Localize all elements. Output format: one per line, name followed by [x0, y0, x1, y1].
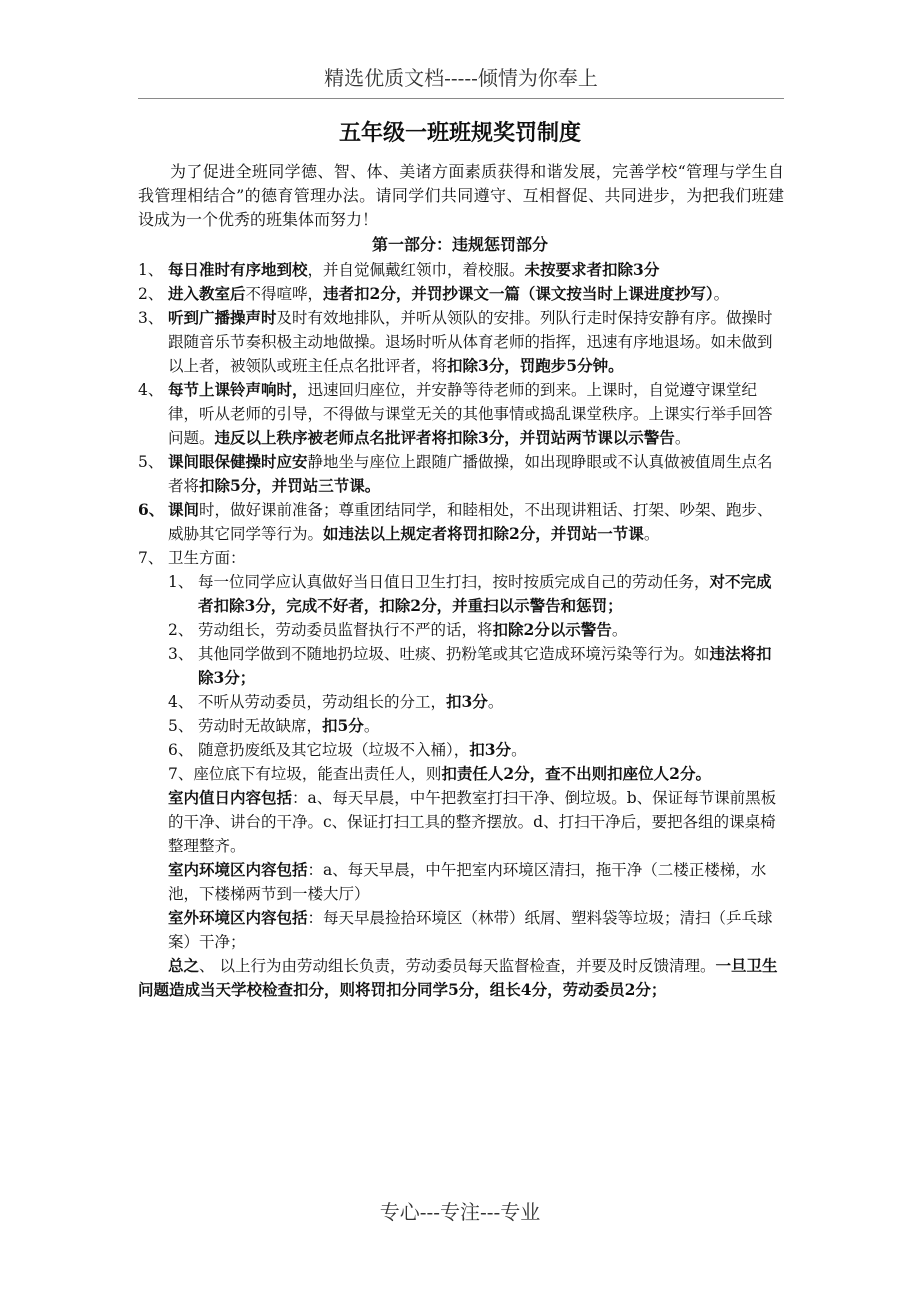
sub-rule-body: 劳动时无故缺席，	[198, 717, 323, 735]
outdoor-env-label: 室外环境区内容包括	[168, 908, 308, 927]
rule-5	[138, 450, 784, 498]
sub-rule-3	[138, 642, 784, 690]
rule-text	[168, 498, 784, 546]
sub-rule-penalty: 对不完成者扣除3分，完成不好者，扣除2分，并重扫以示警告和惩罚；	[198, 572, 772, 615]
sub-rule-text	[198, 690, 784, 714]
rule-text	[168, 378, 784, 450]
sub-rule-number: 5、	[168, 717, 194, 735]
rule-text: 卫生方面：	[168, 549, 246, 567]
rule-text	[168, 306, 784, 378]
sub-rule-text	[198, 714, 784, 738]
sub-rule-number: 3、	[168, 645, 194, 663]
sub-rule-number: 7、	[168, 765, 194, 783]
rule-body: 静地坐与座位上跟随广播做操，如出现睁眼或不认真做被值周生点名者将	[168, 453, 773, 495]
section-heading: 第一部分：违规惩罚部分	[371, 235, 548, 254]
summary-penalty: 一旦卫生问题造成当天学校检查扣分，则将罚扣分同学5分，组长4分，劳动委员2分；	[138, 956, 778, 999]
indoor-duty-text: ：a、每天早晨，中午把教室打扫干净、倒垃圾。b、保证每节课前黑板的干净、讲台的干净。c、保证打扫工具的整齐摆放。d、打扫干净后，要把各组的课桌椅整理整齐。	[168, 789, 777, 855]
rule-keyword: 听到广播操声时	[168, 308, 277, 327]
sub-rule-text	[198, 618, 784, 642]
rule-number: 4、	[138, 381, 164, 399]
sub-rule-body: 不听从劳动委员，劳动组长的分工，	[198, 693, 447, 711]
sub-rule-end: 。	[611, 621, 628, 639]
rule-penalty: 如违法以上规定者将罚扣除2分，并罚站一节课	[323, 524, 644, 543]
sub-rule-penalty: 扣5分	[322, 716, 364, 735]
rule-penalty: 违者扣2分，并罚抄课文一篇（课文按当时上课进度抄写）	[323, 284, 714, 303]
sub-rule-number: 1、	[168, 573, 194, 591]
rule-6	[138, 498, 784, 546]
outdoor-env-text: ：每天早晨捡拾环境区（林带）纸屑、塑料袋等垃圾；清扫（乒乓球案）干净；	[168, 909, 773, 951]
sub-rule-penalty: 扣责任人2分，查不出则扣座位人2分。	[441, 764, 711, 783]
indoor-env-text: ：a、每天早晨，中午把室内环境区清扫，拖干净（二楼正楼梯，水池，下楼梯两节到一楼大厅）	[168, 861, 767, 903]
summary-text: 、 以上行为由劳动组长负责，劳动委员每天监督检查，并要及时反馈清理。	[199, 957, 716, 975]
sub-rule-penalty: 扣3分	[469, 740, 512, 759]
sub-rule-end: 。	[363, 717, 380, 735]
rule-penalty: 扣除5分，并罚站三节课。	[199, 476, 381, 495]
sub-rule-body: 其他同学做到不随地扔垃圾、吐痰、扔粉笔或其它造成环境污染等行为。如	[198, 645, 710, 663]
sub-rule-text	[198, 642, 784, 690]
sub-rule-7	[138, 762, 784, 786]
rule-penalty: 违反以上秩序被老师点名批评者将扣除3分，并罚站两节课以示警告	[214, 428, 675, 447]
sub-rule-number: 2、	[168, 621, 194, 639]
sub-rule-end: 。	[487, 693, 504, 711]
rule-keyword: 每节上课铃声响时，	[168, 380, 308, 399]
rule-text	[168, 282, 784, 306]
rule-end: 。	[674, 429, 691, 447]
rule-keyword: 每日准时有序地到校	[168, 260, 308, 279]
sub-rule-body: 随意扔废纸及其它垃圾（垃圾不入桶），	[198, 741, 470, 759]
sub-rule-text	[198, 570, 784, 618]
rule-body: 不得喧哗，	[245, 285, 324, 303]
sub-rule-penalty: 扣3分	[446, 692, 488, 711]
summary-paragraph	[138, 954, 784, 1002]
indoor-duty-paragraph	[138, 786, 784, 858]
sub-rule-4	[138, 690, 784, 714]
indoor-env-paragraph	[138, 858, 784, 906]
rule-keyword: 进入教室后	[168, 284, 246, 303]
sub-rule-penalty: 违法将扣除3分；	[198, 644, 772, 687]
sub-rule-body: 座位底下有垃圾，能查出责任人，则	[193, 765, 442, 783]
rule-end: 。	[643, 525, 660, 543]
rule-7	[138, 546, 784, 570]
rule-number: 7、	[138, 549, 164, 567]
rule-end: 。	[713, 285, 730, 303]
rule-1	[138, 258, 784, 282]
rule-body: 迅速回归座位，并安静等待老师的到来。上课时，自觉遵守课堂纪律，听从老师的引导，不得做与课堂无关的其他事情或捣乱课堂秩序。上课实行举手回答问题。	[168, 381, 773, 447]
sub-rule-end: 。	[511, 741, 527, 759]
sub-rule-number: 4、	[168, 693, 194, 711]
sub-rule-penalty: 扣除2分以示警告	[492, 620, 612, 639]
sub-rule-6	[138, 738, 784, 762]
intro-paragraph: 为了促进全班同学德、智、体、美诸方面素质获得和谐发展，完善学校“管理与学生自我管理相结合”的德育管理办法。请同学们共同遵守、互相督促、共同进步，为把我们班建设成为一个优秀的班集体而努力！	[138, 162, 784, 229]
rule-text	[168, 450, 784, 498]
summary-label: 总之	[168, 956, 200, 975]
page-header: 精选优质文档-----倾情为你奉上	[138, 62, 784, 99]
sub-rule-body: 每一位同学应认真做好当日值日卫生打扫，按时按质完成自己的劳动任务，	[198, 573, 710, 591]
rules-list	[138, 258, 784, 1002]
sub-rule-text	[198, 738, 784, 762]
sub-rule-2	[138, 618, 784, 642]
sub-rule-number: 6、	[168, 741, 194, 759]
outdoor-env-paragraph	[138, 906, 784, 954]
rule-keyword: 课间	[168, 500, 200, 519]
rule-3	[138, 306, 784, 378]
rule-body: ，并自觉佩戴红领巾，着校服。	[307, 261, 525, 279]
page-footer: 专心---专注---专业	[379, 1200, 541, 1224]
rule-penalty: 扣除3分，罚跑步5分钟。	[447, 356, 624, 375]
rule-2	[138, 282, 784, 306]
rule-body: 及时有效地排队，并听从领队的安排。列队行走时保持安静有序。做操时跟随音乐节奏积极主动地做操。退场时听从体育老师的指挥，迅速有序地退场。如未做到以上者，被领队或班主任点名批评者，将	[168, 309, 773, 375]
document-title: 五年级一班班规奖罚制度	[338, 120, 581, 146]
indoor-env-label: 室内环境区内容包括	[168, 860, 308, 879]
indoor-duty-label: 室内值日内容包括	[168, 788, 293, 807]
rule-text	[168, 258, 784, 282]
rule-number: 2、	[138, 285, 164, 303]
rule-number: 6、	[138, 500, 165, 519]
sub-rule-1	[138, 570, 784, 618]
rule-number: 5、	[138, 453, 164, 471]
rule-number: 1、	[138, 261, 164, 279]
rule-keyword: 课间眼保健操时应安	[168, 452, 308, 471]
sub-rule-body: 劳动组长，劳动委员监督执行不严的话，将	[198, 621, 493, 639]
rule-body: 时，做好课前准备；尊重团结同学，和睦相处，不出现讲粗话、打架、吵架、跑步、威胁其它同学等行为。	[168, 501, 773, 543]
sub-rule-5	[138, 714, 784, 738]
rule-4	[138, 378, 784, 450]
rule-number: 3、	[138, 309, 164, 327]
rule-penalty: 未按要求者扣除3分	[524, 260, 660, 279]
